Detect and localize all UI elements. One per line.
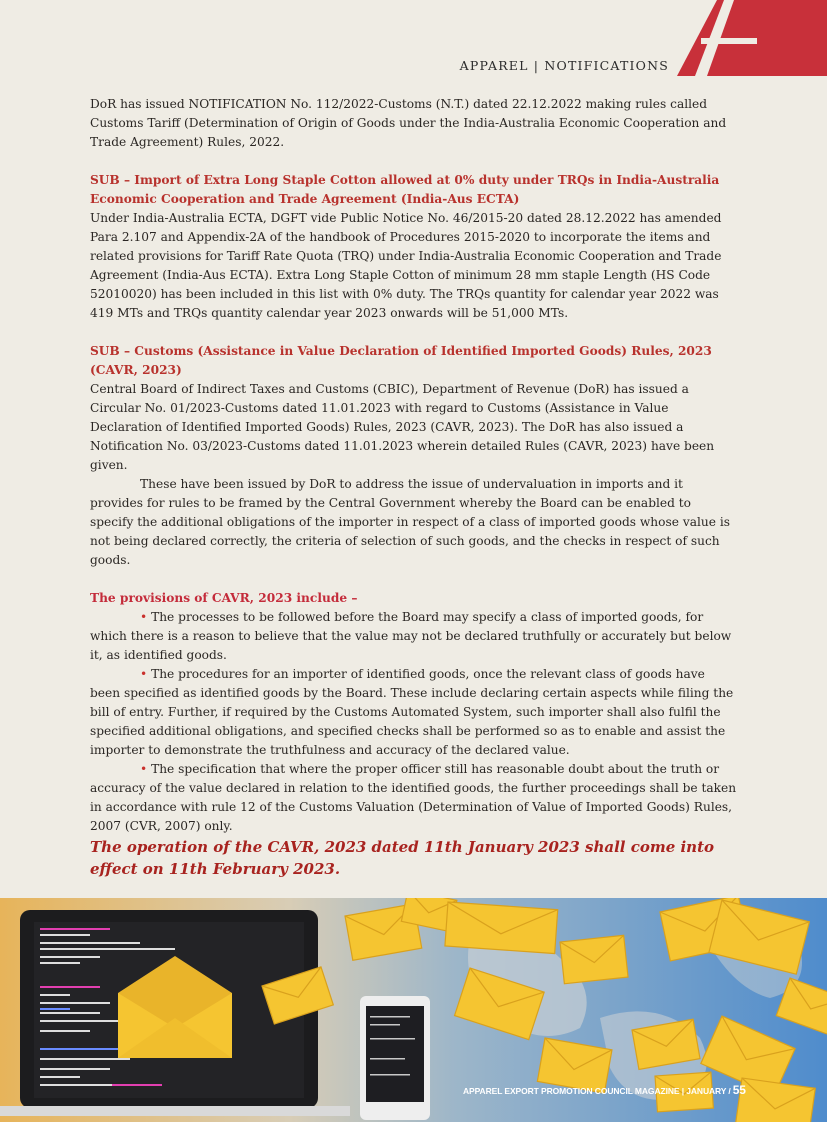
- envelope-icon: [560, 935, 628, 983]
- envelope-icon: [445, 902, 558, 954]
- section-label: APPAREL | NOTIFICATIONS: [459, 58, 669, 73]
- closing-statement: The operation of the CAVR, 2023 dated 11th January 2023 shall come into effect on 11th February 2023.: [90, 838, 715, 878]
- provisions-heading: The provisions of CAVR, 2023 include –: [90, 591, 358, 605]
- page-number: 55: [732, 1083, 746, 1097]
- phone-icon: [360, 996, 430, 1120]
- footer-caption: [463, 1083, 746, 1097]
- provision-item: • The specification that where the proper officer still has reasonable doubt about the truth or accuracy of the value declared in relation to the identified goods, the further proceedings shall be taken in accordance with rule 12 of the Customs Valuation (Determination of Value of Imported Goods) Rules, 2007 (CVR, 2007) only.: [90, 762, 737, 833]
- bullet-icon: •: [140, 610, 148, 624]
- section-heading-cavr: SUB – Customs (Assistance in Value Declaration of Identified Imported Goods) Rules, 2023 (CAVR, 2023): [90, 344, 712, 377]
- section-body-cavr-cont: These have been issued by DoR to address the issue of undervaluation in imports and it provides for rules to be framed by the Central Government whereby the Board can be enabled to specify the additional obligations of the importer in respect of a class of imported goods whose value is not being declared correctly, the criteria of selection of such goods, and the checks in respect of such goods.: [90, 477, 730, 567]
- article-body: [90, 95, 738, 880]
- section-body-cavr: Central Board of Indirect Taxes and Customs (CBIC), Department of Revenue (DoR) has issued a Circular No. 01/2023-Customs dated 11.01.2023 with regard to Customs (Assistance in Value Declaration of Identified Imported Goods) Rules, 2023 (CAVR, 2023). The DoR has also issued a Notification No. 03/2023-Customs dated 11.01.2023 wherein detailed Rules (CAVR, 2023) have been given.: [90, 382, 715, 472]
- provision-item: • The procedures for an importer of identified goods, once the relevant class of goods have been specified as identified goods by the Board. These include declaring certain aspects while filing the bill of entry. Further, if required by the Customs Automated System, such importer shall also fulfil the specified additional obligations, and specified checks shall be performed so as to enable and assist the importer to demonstrate the truthfulness and accuracy of the declared value.: [90, 667, 734, 757]
- section-body-cotton: Under India-Australia ECTA, DGFT vide Public Notice No. 46/2015-20 dated 28.12.2022 has amended Para 2.107 and Appendix-2A of the handbook of Procedures 2015-2020 to incorporate the items and related provisions for Tariff Rate Quota (TRQ) under India-Australia Economic Cooperation and Trade Agreement (India-Aus ECTA). Extra Long Staple Cotton of minimum 28 mm staple Length (HS Code 52010020) has been included in this list with 0% duty. The TRQs quantity for calendar year 2022 was 419 MTs and TRQs quantity calendar year 2023 onwards will be 51,000 MTs.: [90, 211, 722, 320]
- intro-paragraph: DoR has issued NOTIFICATION No. 112/2022-Customs (N.T.) dated 22.12.2022 making rules called Customs Tariff (Determination of Origin of Goods under the India-Australia Economic Cooperation and Trade Agreement) Rules, 2022.: [90, 97, 727, 149]
- section-heading-cotton: SUB – Import of Extra Long Staple Cotton allowed at 0% duty under TRQs in India-Australia Economic Cooperation and Trade Agreement (India-Aus ECTA): [90, 173, 720, 206]
- provision-item: • The processes to be followed before the Board may specify a class of imported goods, for which there is a reason to believe that the value may not be declared truthfully or accurately but below it, as identified goods.: [90, 610, 732, 662]
- footer-magazine: APPAREL EXPORT PROMOTION COUNCIL MAGAZINE | JANUARY /: [463, 1086, 731, 1096]
- bullet-icon: •: [140, 762, 148, 776]
- bullet-icon: •: [140, 667, 148, 681]
- hero-illustration: [0, 898, 827, 1122]
- brand-logo-a: [677, 0, 827, 76]
